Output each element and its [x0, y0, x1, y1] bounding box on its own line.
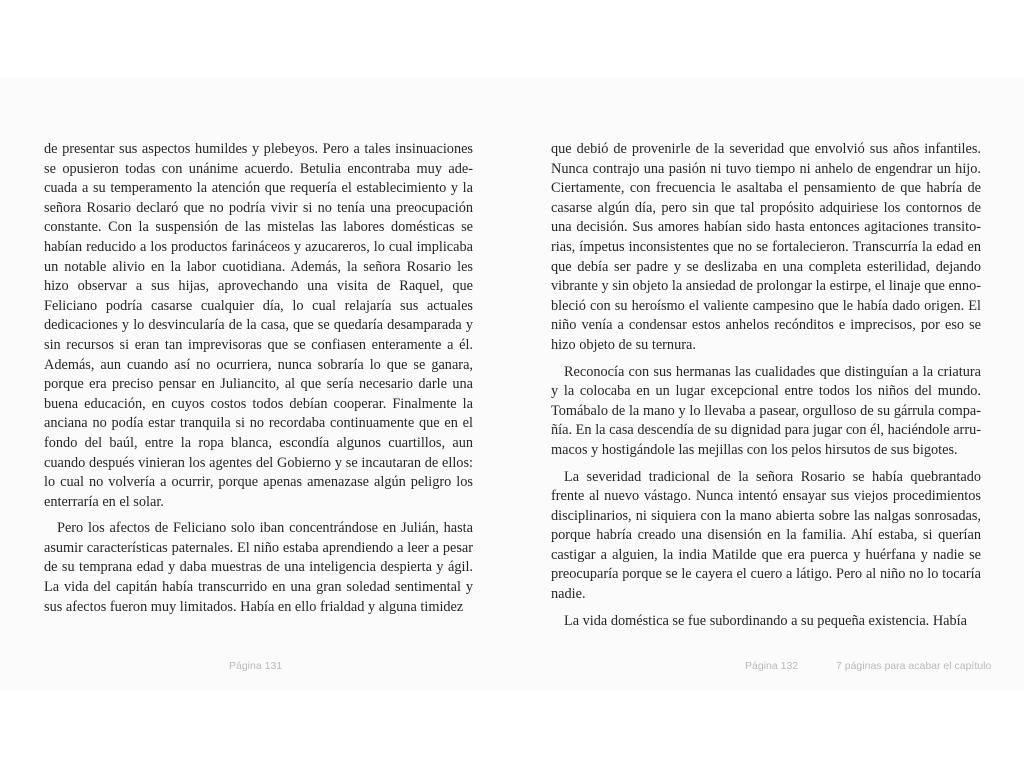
left-page[interactable]	[44, 140, 473, 624]
right-page[interactable]	[551, 140, 981, 638]
right-page-number: Página 132	[745, 660, 799, 672]
left-page-text	[44, 140, 473, 617]
paragraph: de presentar sus aspectos humildes y plebeyos. Pero a tales insinuaciones se opusieron todas con unánime acuerdo. Betulia encontraba muy adecuada a su temperamento la atención que requería el establecimiento y la señora Rosario declaró que no podría vivir si no tenía una preocupación constante. Con la suspensión de las mistelas las labores domésticas se habían reducido a los productos farináceos y azucareros, lo cual implicaba un notable alivio en la labor cuotidiana. Además, la señora Rosario les hizo observar a sus hijas, aprovechando una visita de Raquel, que Feliciano podría casarse cualquier día, lo cual relajaría sus actuales dedicaciones y lo desvincularía de la casa, que se quedaría desamparada y sin recursos si eran tan imprevisoras que se confiasen enteramente a él. Además, aun cuando así no ocurriera, nunca sobraría lo que se ganara, porque era preciso pensar en Juliancito, al que sería necesario darle una buena educación, en cuyos costos todos debían cooperar. Finalmente la anciana no podía estar tranquila si no recordaba continuamente que en el fondo del baúl, entre la ropa blanca, escondía algunos cuartillos, aun cuando después vinieran los agentes del Gobierno y se incautaran de ellos: lo cual no volvería a ocurrir, porque apenas amenazase algún peligro los enterraría en el solar.	[44, 141, 473, 510]
paragraph: La vida doméstica se fue subordinando a su pequeña existencia. Había	[564, 612, 967, 629]
paragraph: La severidad tradicional de la señora Rosario se había quebrantado frente al nuevo vástago. Nunca intentó ensayar sus viejos procedimientos disciplinarios, ni siquiera con la mano abierta sobre las nalgas sonrosadas, porque habría creado una disensión en la familia. Ahí estaba, si querían castigar a alguien, la india Matilde que era puerca y huérfana y nadie se preocuparía porque se le cayera el cuero a látigo. Pero al niño no lo tocaría nadie.	[551, 468, 981, 603]
chapter-pages-remaining: 7 páginas para acabar el capítulo	[836, 660, 992, 672]
paragraph: que debió de provenirle de la severidad que envolvió sus años infantiles. Nunca contrajo una pasión ni tuvo tiempo ni anhelo de engendrar un hijo. Ciertamente, con frecuencia le asaltaba el pensamiento de que habría de casarse algún día, pero sin que tal propósito adquiriese los contornos de una decisión. Sus amores habían sido hasta entonces agitaciones transitorias, ímpetus inconsistentes que no se fortalecieron. Transcurría la edad en que debía ser padre y se deslizaba en una completa esterilidad, dejando vibrante y sin objeto la ansiedad de prolongar la estirpe, el linaje que ennobleció con su heroísmo el valiente campesino que le había dado origen. El niño venía a condensar estos anhelos recónditos e imprecisos, por eso se hizo objeto de su ternura.	[551, 141, 981, 353]
paragraph: Reconocía con sus hermanas las cualidades que distinguían a la criatura y la colocaba en un lugar excepcional entre todos los niños del mundo. Tomábalo de la mano y lo llevaba a pasear, orgulloso de su gárrula compañía. En la casa descendía de su dignidad para jugar con él, haciéndole arrumacos y hostigándole las mejillas con los pelos hirsutos de sus bigotes.	[551, 363, 981, 458]
right-page-text	[551, 140, 981, 631]
paragraph: Pero los afectos de Feliciano solo iban concentrándose en Julián, hasta asumir características paternales. El niño estaba aprendiendo a leer a pesar de su temprana edad y daba muestras de una inteligencia despierta y ágil. La vida del capitán había transcurrido en una gran soledad sentimental y sus afectos fueron muy limitados. Había en ello frialdad y alguna timidez	[44, 520, 473, 615]
left-page-number: Página 131	[229, 660, 283, 672]
book-reader-view	[0, 77, 1024, 691]
